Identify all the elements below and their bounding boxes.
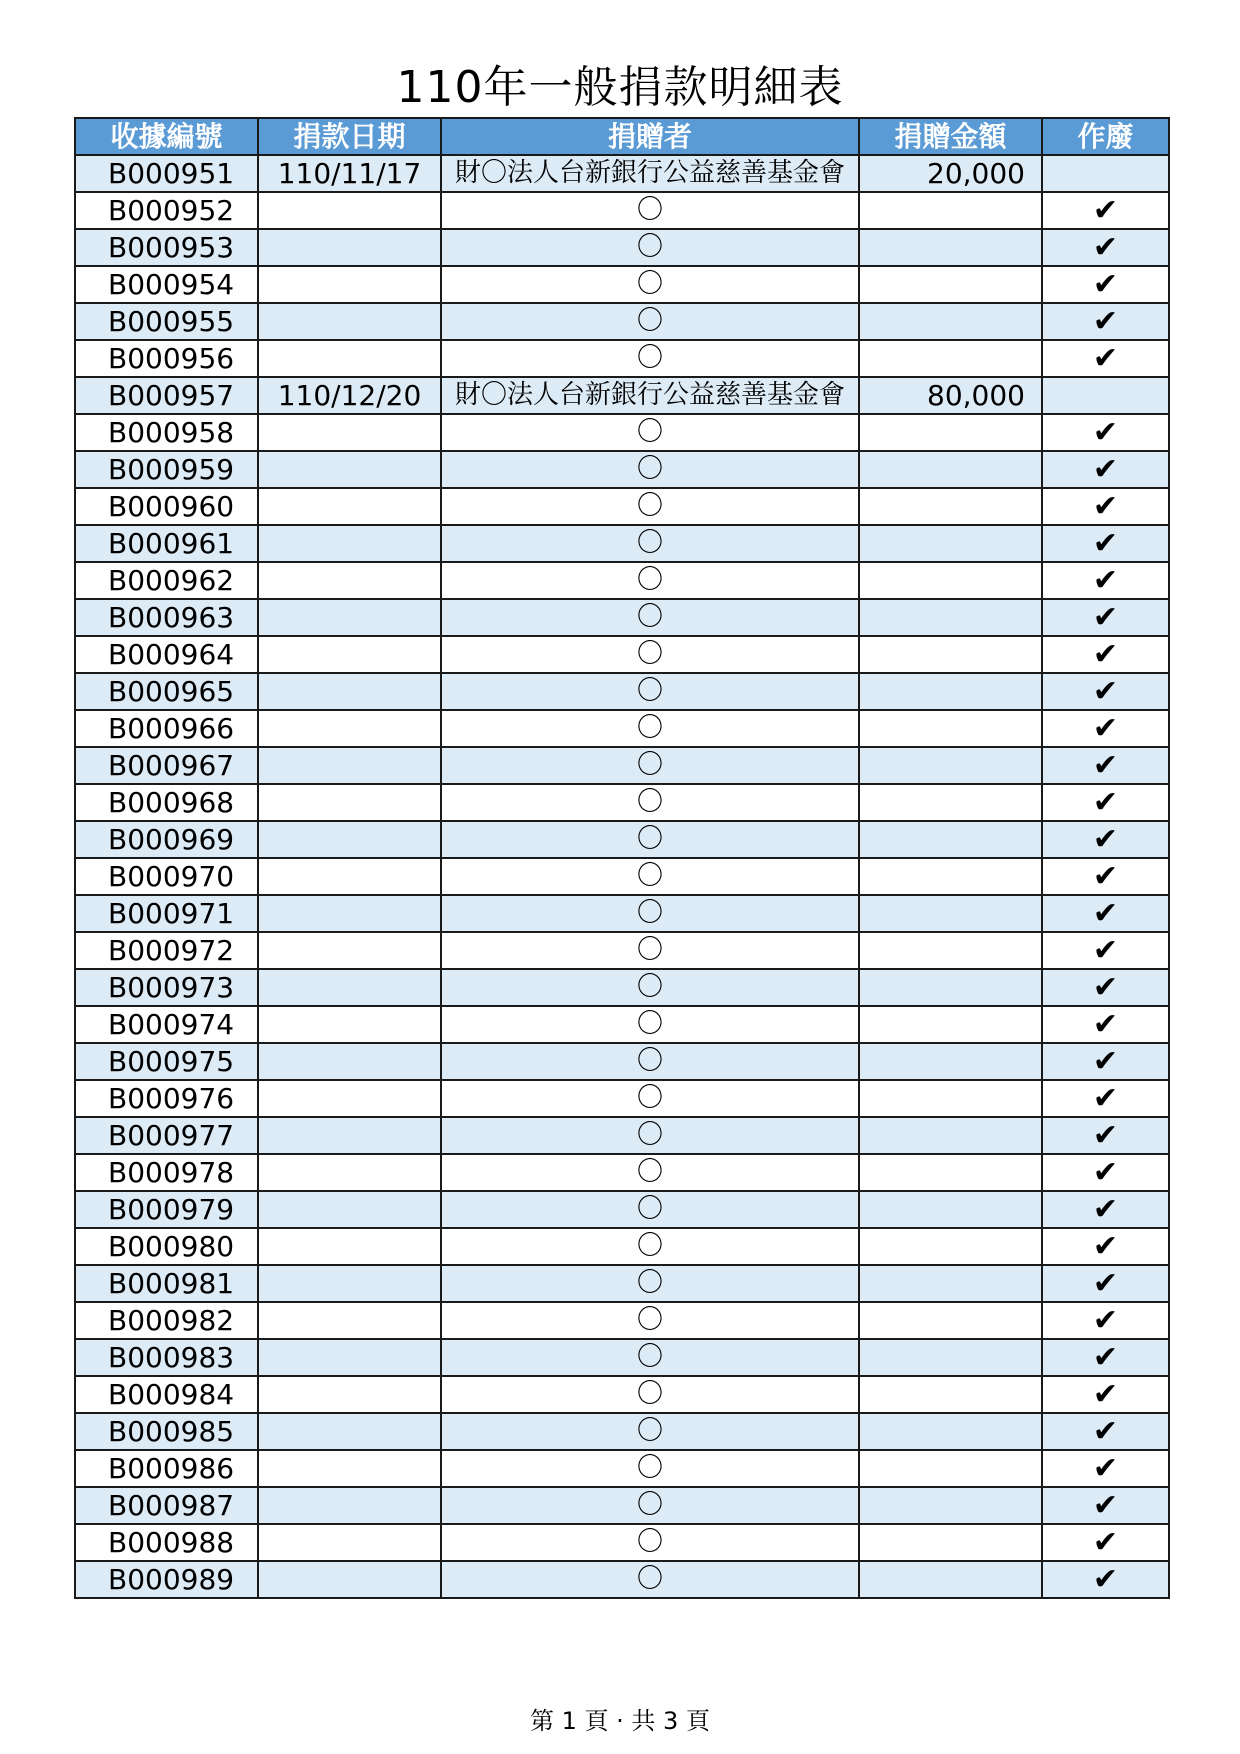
donor-cell: 〇	[441, 1080, 859, 1117]
page-footer: 第 1 頁 · 共 3 頁	[530, 1707, 710, 1735]
void-mark-cell: ✔	[1042, 1265, 1169, 1302]
date-cell	[258, 1191, 441, 1228]
void-mark-cell: ✔	[1042, 414, 1169, 451]
receipt-no-cell: B000985	[75, 1413, 258, 1450]
table-row	[75, 1413, 1169, 1450]
donor-cell: 〇	[441, 192, 859, 229]
donor-cell: 〇	[441, 1376, 859, 1413]
donor-cell: 〇	[441, 266, 859, 303]
void-mark-cell: ✔	[1042, 821, 1169, 858]
donor-cell: 〇	[441, 229, 859, 266]
void-mark-cell: ✔	[1042, 932, 1169, 969]
date-cell	[258, 969, 441, 1006]
donation-table-container	[74, 117, 1168, 1599]
date-cell	[258, 1413, 441, 1450]
date-cell	[258, 1487, 441, 1524]
amount-cell	[859, 1191, 1042, 1228]
table-row	[75, 488, 1169, 525]
void-mark-cell: ✔	[1042, 1043, 1169, 1080]
table-row	[75, 710, 1169, 747]
date-cell	[258, 1228, 441, 1265]
amount-cell	[859, 1228, 1042, 1265]
void-mark-cell: ✔	[1042, 192, 1169, 229]
amount-cell	[859, 451, 1042, 488]
donor-cell: 〇	[441, 1487, 859, 1524]
receipt-no-cell: B000954	[75, 266, 258, 303]
date-cell	[258, 636, 441, 673]
table-row	[75, 1265, 1169, 1302]
donor-cell: 〇	[441, 747, 859, 784]
void-mark-cell: ✔	[1042, 451, 1169, 488]
amount-cell	[859, 1450, 1042, 1487]
void-mark-cell	[1042, 377, 1169, 414]
donor-cell: 〇	[441, 1154, 859, 1191]
receipt-no-cell: B000962	[75, 562, 258, 599]
date-cell	[258, 192, 441, 229]
receipt-no-cell: B000979	[75, 1191, 258, 1228]
donor-cell: 〇	[441, 673, 859, 710]
amount-cell: 80,000	[859, 377, 1042, 414]
donor-cell: 〇	[441, 710, 859, 747]
table-row	[75, 340, 1169, 377]
receipt-no-cell: B000971	[75, 895, 258, 932]
date-cell	[258, 525, 441, 562]
table-row	[75, 1228, 1169, 1265]
amount-cell	[859, 414, 1042, 451]
amount-cell: 20,000	[859, 155, 1042, 192]
receipt-no-cell: B000957	[75, 377, 258, 414]
date-cell	[258, 303, 441, 340]
table-row	[75, 1450, 1169, 1487]
donor-cell: 〇	[441, 636, 859, 673]
table-row	[75, 377, 1169, 414]
table-row	[75, 451, 1169, 488]
receipt-no-cell: B000951	[75, 155, 258, 192]
void-mark-cell: ✔	[1042, 229, 1169, 266]
void-mark-cell: ✔	[1042, 303, 1169, 340]
donor-cell: 〇	[441, 1339, 859, 1376]
void-mark-cell: ✔	[1042, 1080, 1169, 1117]
table-row	[75, 821, 1169, 858]
table-row	[75, 229, 1169, 266]
amount-cell	[859, 1376, 1042, 1413]
amount-cell	[859, 1117, 1042, 1154]
amount-cell	[859, 229, 1042, 266]
date-cell	[258, 1561, 441, 1598]
void-mark-cell: ✔	[1042, 525, 1169, 562]
amount-cell	[859, 599, 1042, 636]
donor-cell: 〇	[441, 599, 859, 636]
void-mark-cell: ✔	[1042, 266, 1169, 303]
void-mark-cell: ✔	[1042, 636, 1169, 673]
receipt-no-cell: B000963	[75, 599, 258, 636]
date-cell	[258, 1376, 441, 1413]
void-mark-cell: ✔	[1042, 1487, 1169, 1524]
table-row	[75, 1191, 1169, 1228]
donor-cell: 〇	[441, 1191, 859, 1228]
void-mark-cell: ✔	[1042, 895, 1169, 932]
void-mark-cell: ✔	[1042, 1154, 1169, 1191]
date-cell	[258, 266, 441, 303]
date-cell: 110/11/17	[258, 155, 441, 192]
date-cell	[258, 895, 441, 932]
donor-cell: 〇	[441, 1228, 859, 1265]
date-cell	[258, 932, 441, 969]
table-row	[75, 1154, 1169, 1191]
donor-cell: 〇	[441, 969, 859, 1006]
receipt-no-cell: B000977	[75, 1117, 258, 1154]
donor-cell: 〇	[441, 858, 859, 895]
void-mark-cell: ✔	[1042, 1191, 1169, 1228]
donor-cell: 〇	[441, 895, 859, 932]
void-mark-cell: ✔	[1042, 1302, 1169, 1339]
void-mark-cell: ✔	[1042, 340, 1169, 377]
header-void: 作廢	[1042, 118, 1169, 155]
date-cell	[258, 821, 441, 858]
amount-cell	[859, 747, 1042, 784]
header-donor: 捐贈者	[441, 118, 859, 155]
receipt-no-cell: B000953	[75, 229, 258, 266]
date-cell	[258, 340, 441, 377]
receipt-no-cell: B000964	[75, 636, 258, 673]
table-row	[75, 969, 1169, 1006]
receipt-no-cell: B000967	[75, 747, 258, 784]
amount-cell	[859, 821, 1042, 858]
amount-cell	[859, 673, 1042, 710]
table-row	[75, 1117, 1169, 1154]
amount-cell	[859, 1561, 1042, 1598]
donor-cell: 〇	[441, 303, 859, 340]
void-mark-cell: ✔	[1042, 1413, 1169, 1450]
void-mark-cell: ✔	[1042, 1117, 1169, 1154]
table-row	[75, 1561, 1169, 1598]
amount-cell	[859, 1339, 1042, 1376]
table-row	[75, 636, 1169, 673]
amount-cell	[859, 1043, 1042, 1080]
amount-cell	[859, 525, 1042, 562]
receipt-no-cell: B000965	[75, 673, 258, 710]
donor-cell: 〇	[441, 1561, 859, 1598]
receipt-no-cell: B000974	[75, 1006, 258, 1043]
donor-cell: 〇	[441, 525, 859, 562]
receipt-no-cell: B000972	[75, 932, 258, 969]
page-title: 110年一般捐款明細表	[396, 62, 844, 113]
receipt-no-cell: B000981	[75, 1265, 258, 1302]
date-cell	[258, 1080, 441, 1117]
table-row	[75, 1080, 1169, 1117]
donor-cell: 〇	[441, 1265, 859, 1302]
date-cell	[258, 784, 441, 821]
date-cell	[258, 562, 441, 599]
amount-cell	[859, 1080, 1042, 1117]
date-cell	[258, 229, 441, 266]
amount-cell	[859, 266, 1042, 303]
void-mark-cell: ✔	[1042, 1228, 1169, 1265]
date-cell	[258, 1154, 441, 1191]
void-mark-cell: ✔	[1042, 1339, 1169, 1376]
table-row	[75, 192, 1169, 229]
donor-cell: 〇	[441, 784, 859, 821]
table-row	[75, 1006, 1169, 1043]
receipt-no-cell: B000986	[75, 1450, 258, 1487]
amount-cell	[859, 488, 1042, 525]
table-row	[75, 266, 1169, 303]
amount-cell	[859, 932, 1042, 969]
donor-cell: 〇	[441, 1524, 859, 1561]
donation-table	[74, 117, 1170, 1599]
donor-cell: 財〇法人台新銀行公益慈善基金會	[441, 377, 859, 414]
amount-cell	[859, 1006, 1042, 1043]
amount-cell	[859, 1524, 1042, 1561]
void-mark-cell: ✔	[1042, 710, 1169, 747]
date-cell	[258, 710, 441, 747]
receipt-no-cell: B000959	[75, 451, 258, 488]
date-cell	[258, 1450, 441, 1487]
receipt-no-cell: B000968	[75, 784, 258, 821]
donor-cell: 〇	[441, 340, 859, 377]
table-row	[75, 155, 1169, 192]
donor-cell: 財〇法人台新銀行公益慈善基金會	[441, 155, 859, 192]
date-cell	[258, 1006, 441, 1043]
void-mark-cell: ✔	[1042, 673, 1169, 710]
header-amount: 捐贈金額	[859, 118, 1042, 155]
table-row	[75, 414, 1169, 451]
amount-cell	[859, 969, 1042, 1006]
void-mark-cell: ✔	[1042, 1561, 1169, 1598]
table-row	[75, 673, 1169, 710]
receipt-no-cell: B000983	[75, 1339, 258, 1376]
donor-cell: 〇	[441, 932, 859, 969]
table-row	[75, 525, 1169, 562]
donor-cell: 〇	[441, 1117, 859, 1154]
receipt-no-cell: B000978	[75, 1154, 258, 1191]
table-header-row	[75, 118, 1169, 155]
amount-cell	[859, 1302, 1042, 1339]
date-cell	[258, 747, 441, 784]
receipt-no-cell: B000980	[75, 1228, 258, 1265]
table-row	[75, 784, 1169, 821]
amount-cell	[859, 562, 1042, 599]
amount-cell	[859, 710, 1042, 747]
table-row	[75, 1487, 1169, 1524]
date-cell	[258, 1524, 441, 1561]
amount-cell	[859, 784, 1042, 821]
table-row	[75, 1376, 1169, 1413]
receipt-no-cell: B000982	[75, 1302, 258, 1339]
date-cell	[258, 488, 441, 525]
table-row	[75, 1302, 1169, 1339]
donor-cell: 〇	[441, 562, 859, 599]
void-mark-cell: ✔	[1042, 599, 1169, 636]
date-cell	[258, 1265, 441, 1302]
receipt-no-cell: B000969	[75, 821, 258, 858]
amount-cell	[859, 858, 1042, 895]
donor-cell: 〇	[441, 1043, 859, 1080]
date-cell: 110/12/20	[258, 377, 441, 414]
table-row	[75, 1043, 1169, 1080]
donor-cell: 〇	[441, 1413, 859, 1450]
date-cell	[258, 1339, 441, 1376]
table-row	[75, 562, 1169, 599]
void-mark-cell: ✔	[1042, 747, 1169, 784]
date-cell	[258, 414, 441, 451]
date-cell	[258, 599, 441, 636]
void-mark-cell: ✔	[1042, 1376, 1169, 1413]
amount-cell	[859, 895, 1042, 932]
receipt-no-cell: B000970	[75, 858, 258, 895]
receipt-no-cell: B000952	[75, 192, 258, 229]
void-mark-cell: ✔	[1042, 969, 1169, 1006]
donor-cell: 〇	[441, 821, 859, 858]
receipt-no-cell: B000956	[75, 340, 258, 377]
amount-cell	[859, 636, 1042, 673]
receipt-no-cell: B000987	[75, 1487, 258, 1524]
date-cell	[258, 451, 441, 488]
donor-cell: 〇	[441, 1302, 859, 1339]
void-mark-cell: ✔	[1042, 858, 1169, 895]
receipt-no-cell: B000958	[75, 414, 258, 451]
void-mark-cell	[1042, 155, 1169, 192]
amount-cell	[859, 1154, 1042, 1191]
table-body	[75, 155, 1169, 1598]
receipt-no-cell: B000976	[75, 1080, 258, 1117]
amount-cell	[859, 1487, 1042, 1524]
receipt-no-cell: B000961	[75, 525, 258, 562]
amount-cell	[859, 1413, 1042, 1450]
table-row	[75, 895, 1169, 932]
table-row	[75, 303, 1169, 340]
receipt-no-cell: B000975	[75, 1043, 258, 1080]
table-row	[75, 932, 1169, 969]
void-mark-cell: ✔	[1042, 1524, 1169, 1561]
void-mark-cell: ✔	[1042, 1450, 1169, 1487]
amount-cell	[859, 303, 1042, 340]
header-receipt-no: 收據編號	[75, 118, 258, 155]
date-cell	[258, 1117, 441, 1154]
void-mark-cell: ✔	[1042, 488, 1169, 525]
date-cell	[258, 673, 441, 710]
table-row	[75, 747, 1169, 784]
donor-cell: 〇	[441, 1006, 859, 1043]
header-donation-date: 捐款日期	[258, 118, 441, 155]
date-cell	[258, 1302, 441, 1339]
donor-cell: 〇	[441, 1450, 859, 1487]
table-row	[75, 1339, 1169, 1376]
date-cell	[258, 1043, 441, 1080]
donor-cell: 〇	[441, 451, 859, 488]
void-mark-cell: ✔	[1042, 562, 1169, 599]
receipt-no-cell: B000984	[75, 1376, 258, 1413]
receipt-no-cell: B000960	[75, 488, 258, 525]
receipt-no-cell: B000973	[75, 969, 258, 1006]
receipt-no-cell: B000988	[75, 1524, 258, 1561]
receipt-no-cell: B000966	[75, 710, 258, 747]
donor-cell: 〇	[441, 414, 859, 451]
void-mark-cell: ✔	[1042, 784, 1169, 821]
table-row	[75, 1524, 1169, 1561]
donor-cell: 〇	[441, 488, 859, 525]
table-row	[75, 599, 1169, 636]
void-mark-cell: ✔	[1042, 1006, 1169, 1043]
date-cell	[258, 858, 441, 895]
amount-cell	[859, 192, 1042, 229]
table-row	[75, 858, 1169, 895]
receipt-no-cell: B000955	[75, 303, 258, 340]
receipt-no-cell: B000989	[75, 1561, 258, 1598]
amount-cell	[859, 1265, 1042, 1302]
amount-cell	[859, 340, 1042, 377]
